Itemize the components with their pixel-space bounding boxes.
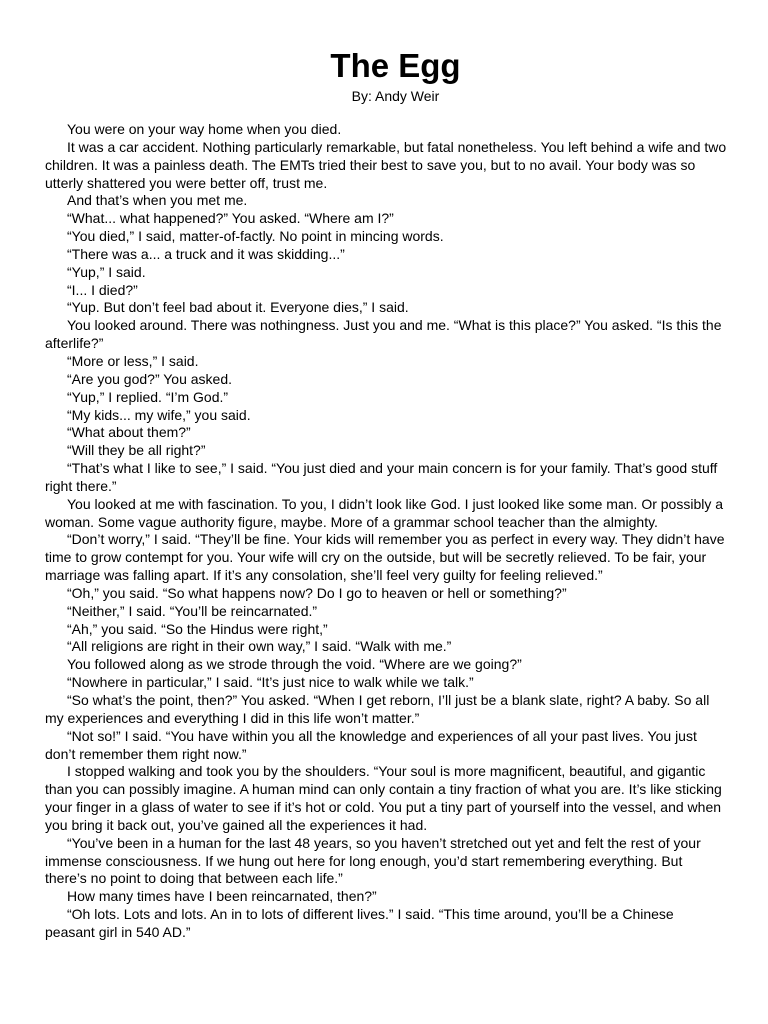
story-paragraph: I stopped walking and took you by the shoulders. “Your soul is more magnificent, beautiful, and gigantic than you can possibly imagine. A human mind can only contain a tiny fraction of what you are. It’s like sticking your finger in a glass of water to see if it’s hot or cold. You put a tiny part of yourself into the vessel, and when you bring it back out, you’ve gained all the experiences it had. xyxy=(45,763,722,833)
document-title: The Egg xyxy=(330,47,461,84)
story-paragraph: “You died,” I said, matter-of-factly. No point in mincing words. xyxy=(67,228,444,245)
story-body xyxy=(45,121,727,942)
story-paragraph: “Yup. But don’t feel bad about it. Everyone dies,” I said. xyxy=(67,299,409,316)
story-paragraph: “Neither,” I said. “You’ll be reincarnated.” xyxy=(67,602,318,619)
story-paragraph: “Don’t worry,” I said. “They’ll be fine. Your kids will remember you as perfect in every way. They didn’t have time to grow contempt for you. Your wife will cry on the outside, but will be secretly relieved. To be fair, your marriage was falling apart. If it’s any consolation, she’ll feel very guilty for feeling relieved.” xyxy=(45,531,725,584)
story-paragraph: “Nowhere in particular,” I said. “It’s just nice to walk while we talk.” xyxy=(67,674,474,691)
story-paragraph: “I... I died?” xyxy=(67,281,138,298)
story-paragraph: And that’s when you met me. xyxy=(67,192,248,209)
author-byline: By: Andy Weir xyxy=(351,88,440,104)
story-paragraph: “Yup,” I replied. “I’m God.” xyxy=(67,388,229,405)
story-paragraph: You followed along as we strode through the void. “Where are we going?” xyxy=(67,656,522,673)
story-paragraph: “So what’s the point, then?” You asked. “When I get reborn, I’ll just be a blank slate, right? A baby. So all my experiences and everything I did in this life won’t matter.” xyxy=(45,692,710,726)
story-paragraph: How many times have I been reincarnated, then?” xyxy=(67,888,377,905)
story-paragraph: “Ah,” you said. “So the Hindus were right,” xyxy=(67,620,328,637)
story-paragraph: It was a car accident. Nothing particularly remarkable, but fatal nonetheless. You left behind a wife and two children. It was a painless death. The EMTs tried their best to save you, but to no avail. Your body was so utterly shattered you were better off, trust me. xyxy=(45,138,727,191)
story-paragraph: “What about them?” xyxy=(67,424,191,441)
story-paragraph: You were on your way home when you died. xyxy=(67,121,342,137)
story-paragraph: “Oh lots. Lots and lots. An in to lots of different lives.” I said. “This time around, you’ll be a Chinese peasant girl in 540 AD.” xyxy=(45,906,674,940)
story-paragraph: “Not so!” I said. “You have within you all the knowledge and experiences of all your past lives. You just don’t remember them right now.” xyxy=(45,727,697,762)
story-paragraph: “That’s what I like to see,” I said. “You just died and your main concern is for your family. That’s good stuff right there.” xyxy=(45,460,718,494)
story-paragraph: “My kids... my wife,” you said. xyxy=(67,406,251,423)
story-paragraph: “Yup,” I said. xyxy=(67,263,146,280)
story-paragraph: You looked at me with fascination. To you, I didn’t look like God. I just looked like some man. Or possibly a woman. Some vague authority figure, maybe. More of a grammar school teacher than the almighty. xyxy=(45,495,724,530)
story-paragraph: “All religions are right in their own way,” I said. “Walk with me.” xyxy=(67,638,452,655)
story-paragraph: “There was a... a truck and it was skidding...” xyxy=(67,245,345,262)
story-paragraph: “More or less,” I said. xyxy=(67,352,199,369)
story-paragraph: “You’ve been in a human for the last 48 years, so you haven’t stretched out yet and felt the rest of your immense consciousness. If we hung out here for long enough, you’d start remembering everything. But there’s no point to doing that between each life.” xyxy=(45,834,701,887)
story-paragraph: “What... what happened?” You asked. “Where am I?” xyxy=(67,210,394,227)
story-paragraph: “Will they be all right?” xyxy=(67,442,206,459)
story-paragraph: “Are you god?” You asked. xyxy=(67,370,233,387)
story-paragraph: “Oh,” you said. “So what happens now? Do I go to heaven or hell or something?” xyxy=(67,584,567,601)
story-paragraph: You looked around. There was nothingness. Just you and me. “What is this place?” You asked. “Is this the afterlife?” xyxy=(45,317,722,352)
